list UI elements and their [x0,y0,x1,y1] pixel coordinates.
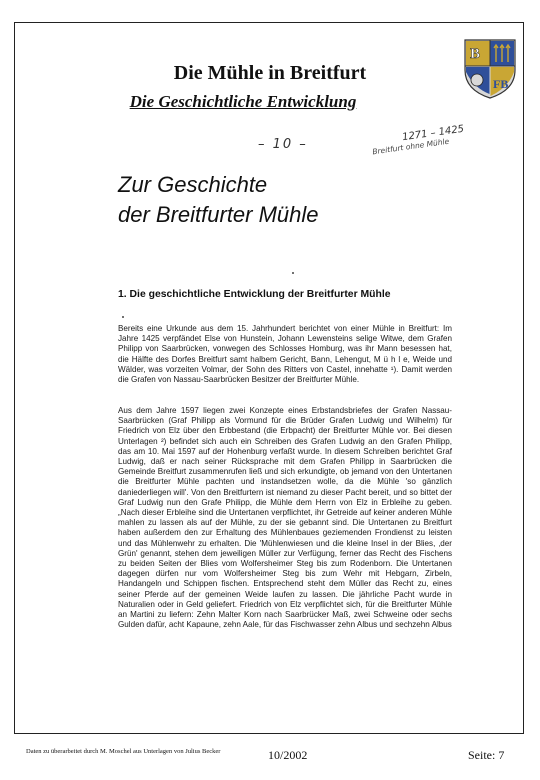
section-title: 1. Die geschichtliche Entwicklung der Breitfurter Mühle [118,289,391,300]
paragraph-1: Bereits eine Urkunde aus dem 15. Jahrhundert berichtet von einer Mühle in Breitfurt: Im Jahre 1425 verpfändet Else von Hunstein, Johann Lewensteins selige Witwe, dem Grafen Philipp von Saarbrücken, vonwegen des Schlosses Homburg, was ihr Mann besessen hat, die Hälfte des Dorfes Breitfurt samt halbem Gericht, Bann, Lehengut, M ü h l e, Weide und Wälder, was vorzeiten Volmar, der Sohn des Ritters von Castel, innehatte ¹). Damit werden die Grafen von Nassau-Saarbrücken Besitzer der Breitfurter Mühle. [118,324,452,385]
heading-line-1: Zur Geschichte [118,172,268,197]
footer-date: 10/2002 [268,748,308,762]
handwritten-page-number: – 10 – [258,137,308,152]
handwritten-note: Breitfurt ohne Mühle [371,136,450,157]
heading-line-2: der Breitfurter Mühle [118,202,319,227]
coat-of-arms-icon [462,36,518,100]
scan-speck [292,272,294,274]
paragraph-2: Aus dem Jahre 1597 liegen zwei Konzepte eines Erbstandsbriefes der Grafen Nassau-Saarbrücken (Graf Philipp als Vormund für die Brüder Grafen Ludwig und Wilhelm) für Friedrich von Elz über den Erbbestand (die Erbpacht) der Breitfurter Mühle vor. Bei diesen Unterlagen ²) befindet sich auch ein Schreiben des Grafen Ludwig an den Grafen Philipp, das am 10. Mai 1597 auf der Hohenburg verfaßt wurde. In diesem Schreiben berichtet Graf Ludwig, daß er nach seiner Rücksprache mit dem Grafen Philipp in Saarbrücken die Gemeinde Breitfurt zusammenrufen ließ und sich erkundigte, ob jemand von den Untertanen die Breitfurter Mühle pachten und instandsetzen wolle, da die Mühle 'so gänzlich daniederliegen will'. Von den Breitfurtern ist niemand zu dieser Pacht bereit, und so bittet der Graf Ludwig nun den Grafe Philipp, die Mühle dem Herrn von Elz in Erbleihe zu geben. „Nach dieser Erbleihe sind die Untertanen verpflichtet, ihr Getreide auf keiner anderen Mühle mahlen zu lassen als auf der Mühle, zu der sie gebannt sind. Die Untertanen zu Breitfurt haben außerdem den zur Erhaltung des Mühlenbaues geziemenden Frondienst zu leisten und das Mühlenwehr zu erhalten. Die 'Mühlenwiesen und die kleine Insel in der Blies, ‚der Grün' genannt, stehen dem jeweiligen Müller zur Verfügung, ferner das Recht des Fischens zu beiden Seiten der Blies vom Wolfersheimer Steg bis zum Rodenborn. Die Untertanen dagegen dürfen nur vom Wolfersheimer Steg bis zum Wehr mit Hebgarn, Zirbeln, Handangeln und Schippen fischen. Entsprechend steht dem Müller das Recht zu, eines seiner Pferde auf der gemeinen Weide laufen zu lassen. Die jährliche Pacht wurde in Naturalien oder in Geld geliefert. Friedrich von Elz verpflichtet sich, für die Breitfurter Mühle an Martini zu liefern: Zehn Malter Korn nach Saarbrücker Maß, zwei Schweine oder sechs Gulden dafür, acht Kapaune, zehn Aale, für das Fischwasser zehn Albus und sechzehn Albus [118,406,452,630]
page-title: Die Mühle in Breitfurt [173,62,367,84]
document-heading [118,170,319,230]
crest-letter-b: B [470,46,481,62]
scan-speck [122,316,124,318]
crest-letters-fb: FB [493,77,509,91]
page-subtitle: Die Geschichtliche Entwicklung [129,92,357,111]
footer-credit: Daten zu überarbeitet durch M. Moschel aus Unterlagen von Julius Becker [26,748,221,755]
footer-page-number: Seite: 7 [468,748,505,762]
handwritten-years: 1271 – 1425 [401,123,465,144]
